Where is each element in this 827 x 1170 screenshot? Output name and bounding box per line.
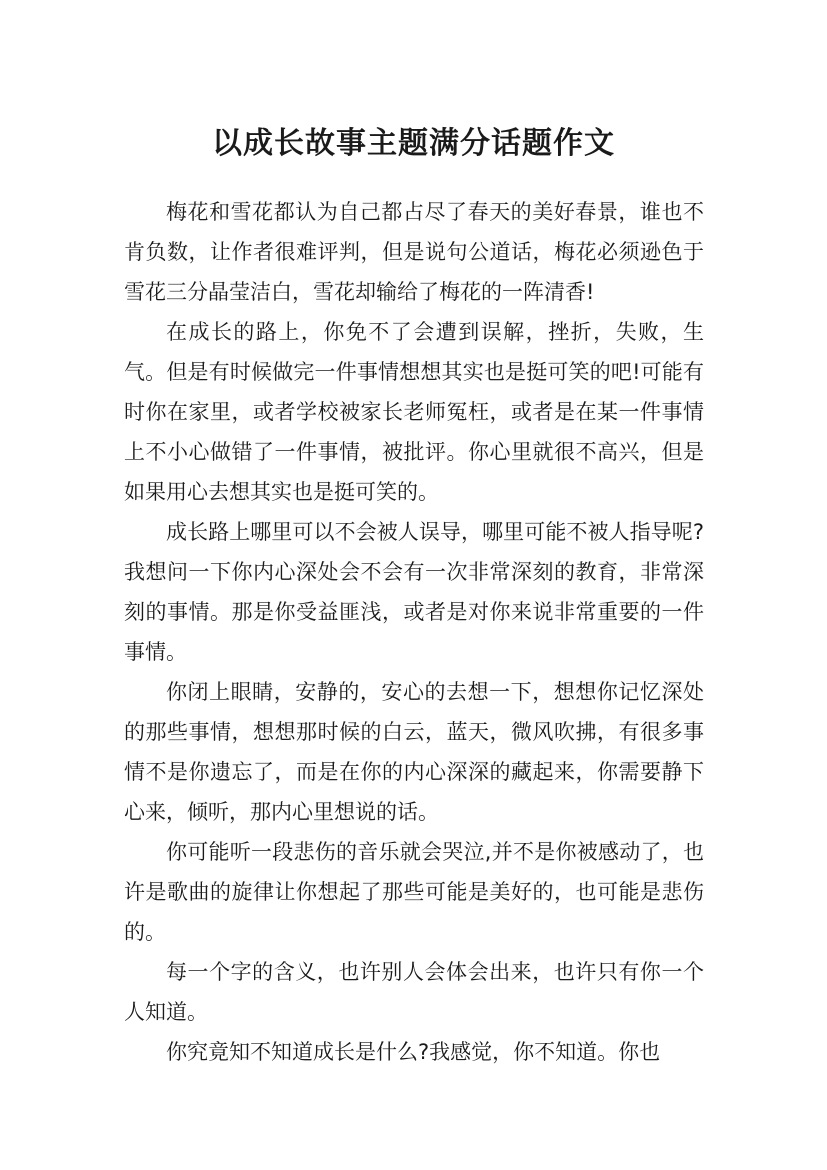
paragraph: 你可能听一段悲伤的音乐就会哭泣,并不是你被感动了，也许是歌曲的旋律让你想起了那些可能是美好的，也可能是悲伤的。 [124, 840, 704, 944]
document-body [124, 192, 704, 1072]
paragraph: 梅花和雪花都认为自己都占尽了春天的美好春景，谁也不肯负数，让作者很难评判，但是说句公道话，梅花必须逊色于雪花三分晶莹洁白，雪花却输给了梅花的一阵清香! [124, 200, 704, 304]
document-title: 以成长故事主题满分话题作文 [212, 126, 615, 162]
paragraph: 成长路上哪里可以不会被人误导，哪里可能不被人指导呢?我想问一下你内心深处会不会有一次非常深刻的教育，非常深刻的事情。那是你受益匪浅，或者是对你来说非常重要的一件事情。 [124, 520, 704, 664]
paragraph: 你闭上眼睛，安静的，安心的去想一下，想想你记忆深处的那些事情，想想那时候的白云，蓝天，微风吹拂，有很多事情不是你遗忘了，而是在你的内心深深的藏起来，你需要静下心来，倾听，那内心里想说的话。 [124, 680, 704, 824]
paragraph: 每一个字的含义，也许别人会体会出来，也许只有你一个人知道。 [124, 960, 704, 1024]
paragraph: 你究竟知不知道成长是什么?我感觉，你不知道。你也 [166, 1040, 661, 1064]
paragraph: 在成长的路上，你免不了会遭到误解，挫折，失败，生气。但是有时候做完一件事情想想其实也是挺可笑的吧!可能有时你在家里，或者学校被家长老师冤枉，或者是在某一件事情上不小心做错了一件事情，被批评。你心里就很不高兴，但是如果用心去想其实也是挺可笑的。 [124, 320, 704, 504]
